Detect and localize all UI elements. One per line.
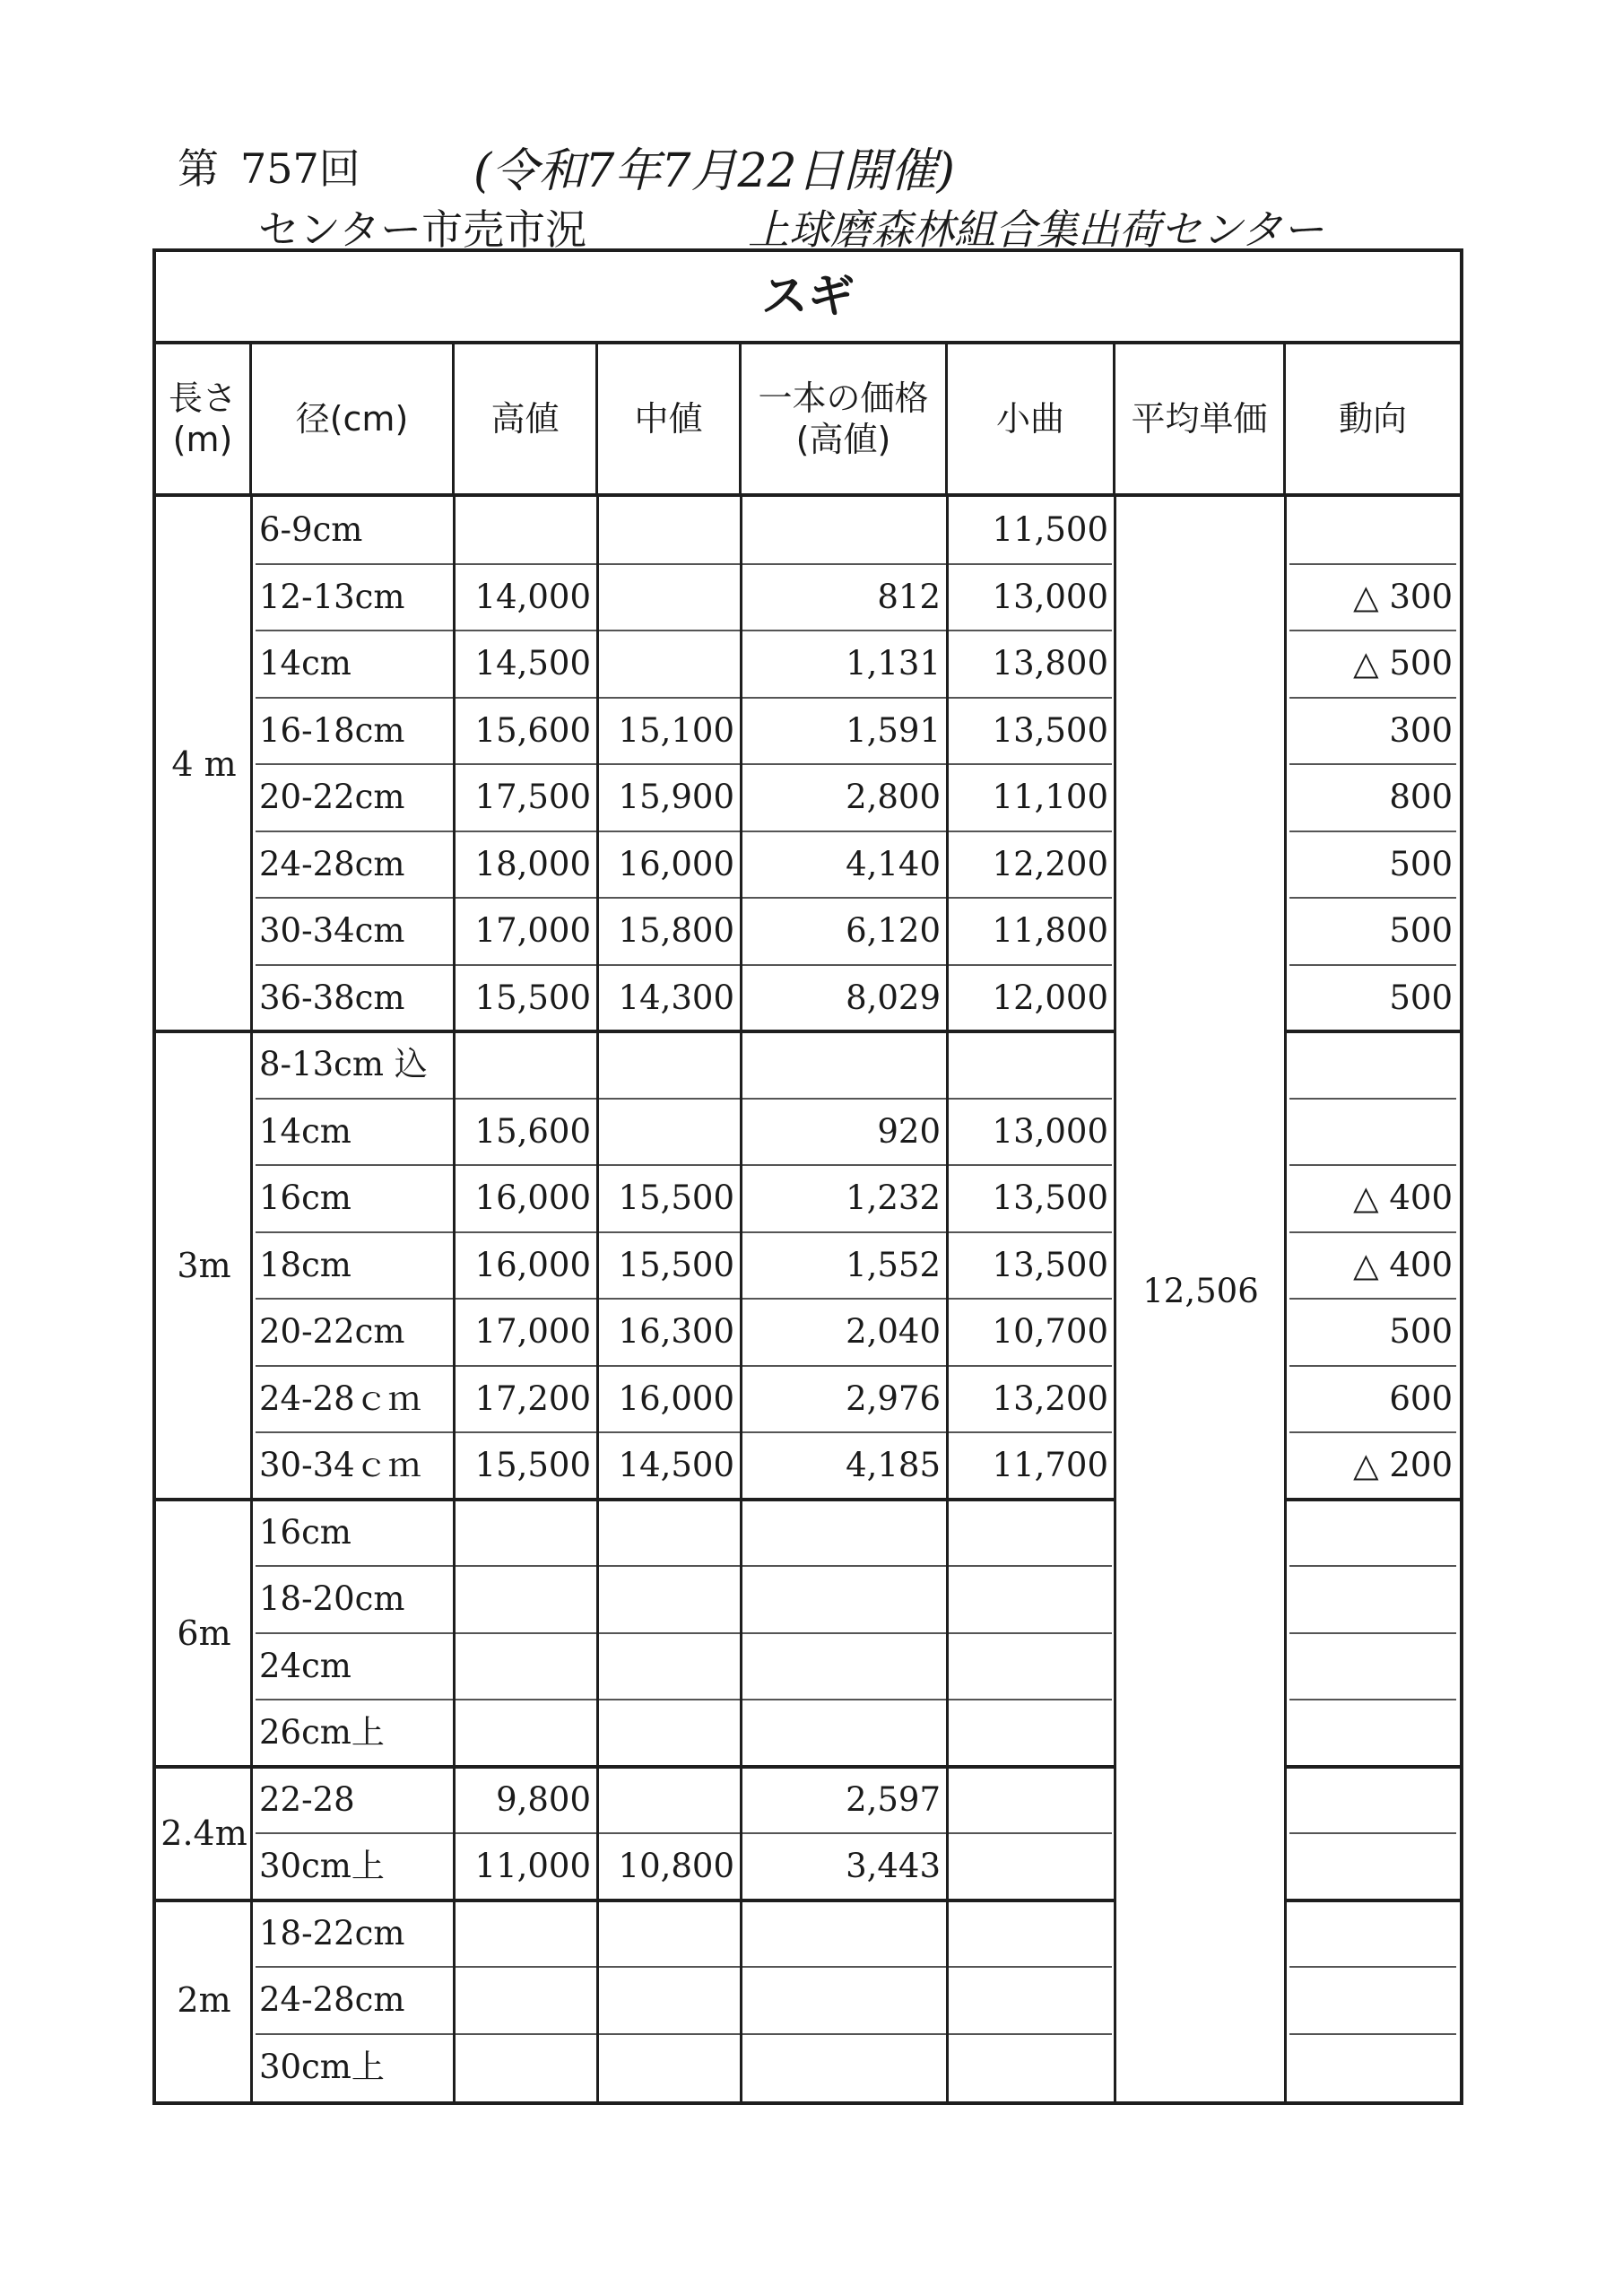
header-trend — [1286, 344, 1460, 497]
cell-mid — [598, 564, 742, 631]
cell-small-curve: 13,500 — [992, 1245, 1108, 1284]
cell-high: 17,200 — [474, 1378, 591, 1418]
cell-diameter: 14cm — [259, 644, 352, 683]
cell-diameter: 18-20cm — [259, 1579, 405, 1618]
cell-mid: 16,300 — [618, 1312, 734, 1351]
cell-trend: 500 — [1389, 978, 1453, 1017]
length-label: 3m — [177, 1245, 231, 1285]
cell-trend — [1286, 1900, 1460, 1968]
cell-trend: 800 — [1389, 778, 1453, 816]
cell-high: 17,000 — [474, 1312, 591, 1351]
cell-high — [455, 1566, 598, 1633]
cell-diameter: 22-28 — [259, 1779, 355, 1819]
header-small-curve — [948, 344, 1115, 497]
cell-trend — [1286, 1700, 1460, 1767]
cell-high: 15,500 — [474, 1446, 591, 1484]
cell-high — [455, 1031, 598, 1099]
cell-diameter: 14cm — [259, 1111, 352, 1151]
cell-trend: △ 200 — [1353, 1446, 1453, 1484]
cell-mid: 15,500 — [618, 1245, 734, 1284]
cell-diameter: 30-34ｃｍ — [259, 1446, 421, 1484]
cell-high — [455, 1900, 598, 1968]
cell-high: 15,500 — [474, 978, 591, 1017]
session-prefix: 第 — [178, 144, 219, 193]
cell-per-log — [742, 1700, 948, 1767]
header-sublabel: (高値) — [795, 420, 891, 459]
header-label: 動向 — [1338, 399, 1407, 439]
cell-diameter: 8-13cm 込 — [259, 1045, 428, 1083]
cell-mid — [598, 1767, 742, 1834]
cell-high — [455, 1633, 598, 1700]
cell-small-curve: 12,000 — [992, 978, 1108, 1017]
cell-high: 16,000 — [474, 1178, 591, 1217]
cell-trend: △ 400 — [1353, 1178, 1453, 1217]
cell-per-log: 3,443 — [846, 1847, 941, 1885]
cell-mid: 15,500 — [618, 1178, 734, 1217]
cell-diameter: 24-28cm — [259, 844, 405, 883]
cell-trend: 500 — [1389, 844, 1453, 883]
cell-mid: 15,800 — [618, 911, 734, 950]
cell-trend: 500 — [1389, 1312, 1453, 1351]
cell-small-curve: 13,500 — [992, 710, 1108, 750]
cell-mid: 15,900 — [618, 778, 734, 816]
cell-small-curve — [948, 1031, 1115, 1099]
cell-high: 17,500 — [474, 778, 591, 816]
column-divider — [740, 497, 742, 2101]
cell-small-curve: 11,100 — [992, 778, 1108, 816]
cell-per-log: 920 — [877, 1111, 941, 1151]
cell-per-log — [742, 1633, 948, 1700]
cell-small-curve: 11,800 — [992, 911, 1108, 950]
cell-small-curve: 12,200 — [992, 844, 1108, 883]
cell-trend — [1286, 2034, 1460, 2101]
cell-trend: △ 500 — [1353, 644, 1453, 683]
cell-small-curve: 10,700 — [992, 1312, 1108, 1351]
header-per-log — [742, 344, 948, 497]
length-label: 6m — [177, 1613, 231, 1653]
cell-high — [455, 1967, 598, 2034]
header-high — [455, 344, 598, 497]
cell-diameter: 30cm上 — [259, 2047, 385, 2086]
cell-mid — [598, 1900, 742, 1968]
cell-mid: 15,100 — [618, 710, 734, 750]
cell-per-log — [742, 497, 948, 564]
cell-small-curve — [948, 1767, 1115, 1834]
cell-small-curve: 13,800 — [992, 644, 1108, 683]
cell-trend — [1286, 1031, 1460, 1099]
cell-high: 16,000 — [474, 1245, 591, 1284]
length-label: 4 m — [171, 744, 237, 784]
cell-high — [455, 497, 598, 564]
column-divider — [596, 497, 599, 2101]
session-header — [178, 136, 955, 198]
cell-per-log: 2,976 — [846, 1378, 941, 1418]
cell-trend: 300 — [1389, 710, 1453, 750]
cell-diameter: 24cm — [259, 1646, 352, 1685]
cell-small-curve — [948, 1700, 1115, 1767]
cell-small-curve: 13,000 — [992, 577, 1108, 616]
cell-mid — [598, 1031, 742, 1099]
cell-per-log: 4,185 — [846, 1446, 941, 1484]
cell-mid — [598, 1500, 742, 1567]
header-length — [156, 344, 252, 497]
cell-trend — [1286, 1833, 1460, 1900]
cell-diameter: 30-34cm — [259, 911, 405, 950]
session-number: 757回 — [240, 144, 360, 193]
cell-per-log: 4,140 — [846, 844, 941, 883]
header-average-price — [1115, 344, 1286, 497]
session-date: (令和7年7月22日開催) — [473, 144, 955, 198]
header-label: 中値 — [634, 399, 703, 439]
cell-high — [455, 1700, 598, 1767]
header-sublabel: (m) — [172, 420, 233, 459]
cell-high: 15,600 — [474, 1111, 591, 1151]
cell-small-curve: 11,500 — [992, 510, 1108, 549]
cell-small-curve: 13,000 — [992, 1111, 1108, 1151]
cell-per-log: 1,591 — [846, 710, 941, 750]
header-label: 径(cm) — [295, 399, 409, 439]
species-title: スギ — [156, 252, 1460, 344]
cell-diameter: 36-38cm — [259, 978, 405, 1017]
cell-high — [455, 2034, 598, 2101]
cell-trend — [1286, 1500, 1460, 1567]
cell-trend: 500 — [1389, 911, 1453, 950]
cell-small-curve: 13,200 — [992, 1378, 1108, 1418]
cell-high — [455, 1500, 598, 1567]
cell-trend — [1286, 1767, 1460, 1834]
market-title: センター市売市況 — [258, 205, 587, 254]
cell-high: 15,600 — [474, 710, 591, 750]
length-label: 2m — [177, 1980, 231, 2021]
cell-trend — [1286, 1633, 1460, 1700]
cell-mid: 14,500 — [618, 1446, 734, 1484]
cell-diameter: 16cm — [259, 1512, 352, 1552]
column-divider — [250, 497, 253, 2101]
price-table — [152, 248, 1463, 2105]
cell-small-curve: 13,500 — [992, 1178, 1108, 1217]
cell-per-log — [742, 1500, 948, 1567]
cell-trend: 600 — [1389, 1378, 1453, 1418]
header-label: 長さ — [168, 378, 237, 418]
cell-per-log: 1,232 — [846, 1178, 941, 1217]
cell-per-log — [742, 2034, 948, 2101]
cell-diameter: 16-18cm — [259, 710, 405, 750]
cell-trend — [1286, 497, 1460, 564]
cell-mid — [598, 1099, 742, 1166]
cell-diameter: 6-9cm — [259, 510, 363, 549]
cell-small-curve — [948, 2034, 1115, 2101]
cell-diameter: 30cm上 — [259, 1847, 385, 1885]
cell-small-curve — [948, 1500, 1115, 1567]
cell-mid: 14,300 — [618, 978, 734, 1017]
cell-per-log — [742, 1900, 948, 1968]
cell-mid — [598, 1700, 742, 1767]
header-label: 小曲 — [995, 399, 1064, 439]
cell-mid — [598, 497, 742, 564]
cell-mid — [598, 1967, 742, 2034]
cell-diameter: 20-22cm — [259, 778, 405, 816]
cell-diameter: 24-28ｃｍ — [259, 1378, 421, 1418]
cell-diameter: 18cm — [259, 1245, 352, 1284]
cell-small-curve — [948, 1633, 1115, 1700]
organization-name: 上球磨森林組合集出荷センター — [748, 205, 1324, 254]
cell-mid — [598, 1633, 742, 1700]
cell-small-curve — [948, 1566, 1115, 1633]
cell-per-log — [742, 1566, 948, 1633]
header-label: 高値 — [490, 399, 560, 439]
cell-small-curve — [948, 1833, 1115, 1900]
cell-diameter: 26cm上 — [259, 1713, 385, 1752]
cell-high: 11,000 — [474, 1847, 591, 1885]
cell-trend — [1286, 1967, 1460, 2034]
cell-high: 17,000 — [474, 911, 591, 950]
cell-diameter: 18-22cm — [259, 1913, 405, 1952]
cell-trend: △ 400 — [1353, 1245, 1453, 1284]
cell-mid: 16,000 — [618, 844, 734, 883]
cell-mid — [598, 2034, 742, 2101]
cell-per-log — [742, 1967, 948, 2034]
cell-mid: 16,000 — [618, 1378, 734, 1418]
cell-trend: △ 300 — [1353, 577, 1453, 616]
cell-per-log: 2,800 — [846, 778, 941, 816]
cell-diameter: 20-22cm — [259, 1312, 405, 1351]
cell-diameter: 16cm — [259, 1178, 352, 1217]
cell-high: 14,000 — [474, 577, 591, 616]
cell-per-log — [742, 1031, 948, 1099]
cell-per-log: 1,552 — [846, 1245, 941, 1284]
cell-diameter: 12-13cm — [259, 577, 405, 616]
length-label: 2.4m — [161, 1813, 247, 1853]
cell-small-curve: 11,700 — [992, 1446, 1108, 1484]
cell-small-curve — [948, 1900, 1115, 1968]
cell-mid: 10,800 — [618, 1847, 734, 1885]
cell-per-log: 2,040 — [846, 1312, 941, 1351]
cell-diameter: 24-28cm — [259, 1980, 405, 2019]
cell-per-log: 1,131 — [846, 644, 941, 683]
cell-trend — [1286, 1566, 1460, 1633]
cell-mid — [598, 631, 742, 698]
column-divider — [453, 497, 456, 2101]
header-label: 一本の価格 — [758, 378, 929, 418]
cell-high: 18,000 — [474, 844, 591, 883]
header-diameter — [252, 344, 455, 497]
cell-trend — [1286, 1099, 1460, 1166]
header-mid — [598, 344, 742, 497]
cell-per-log: 6,120 — [846, 911, 941, 950]
cell-per-log: 8,029 — [846, 978, 941, 1017]
cell-per-log: 812 — [877, 577, 941, 616]
header-label: 平均単価 — [1131, 399, 1268, 439]
cell-small-curve — [948, 1967, 1115, 2034]
cell-mid — [598, 1566, 742, 1633]
average-unit-price: 12,506 — [1142, 1272, 1259, 1310]
cell-per-log: 2,597 — [846, 1779, 941, 1819]
cell-high: 9,800 — [496, 1779, 591, 1819]
column-divider — [946, 497, 949, 2101]
cell-high: 14,500 — [474, 644, 591, 683]
